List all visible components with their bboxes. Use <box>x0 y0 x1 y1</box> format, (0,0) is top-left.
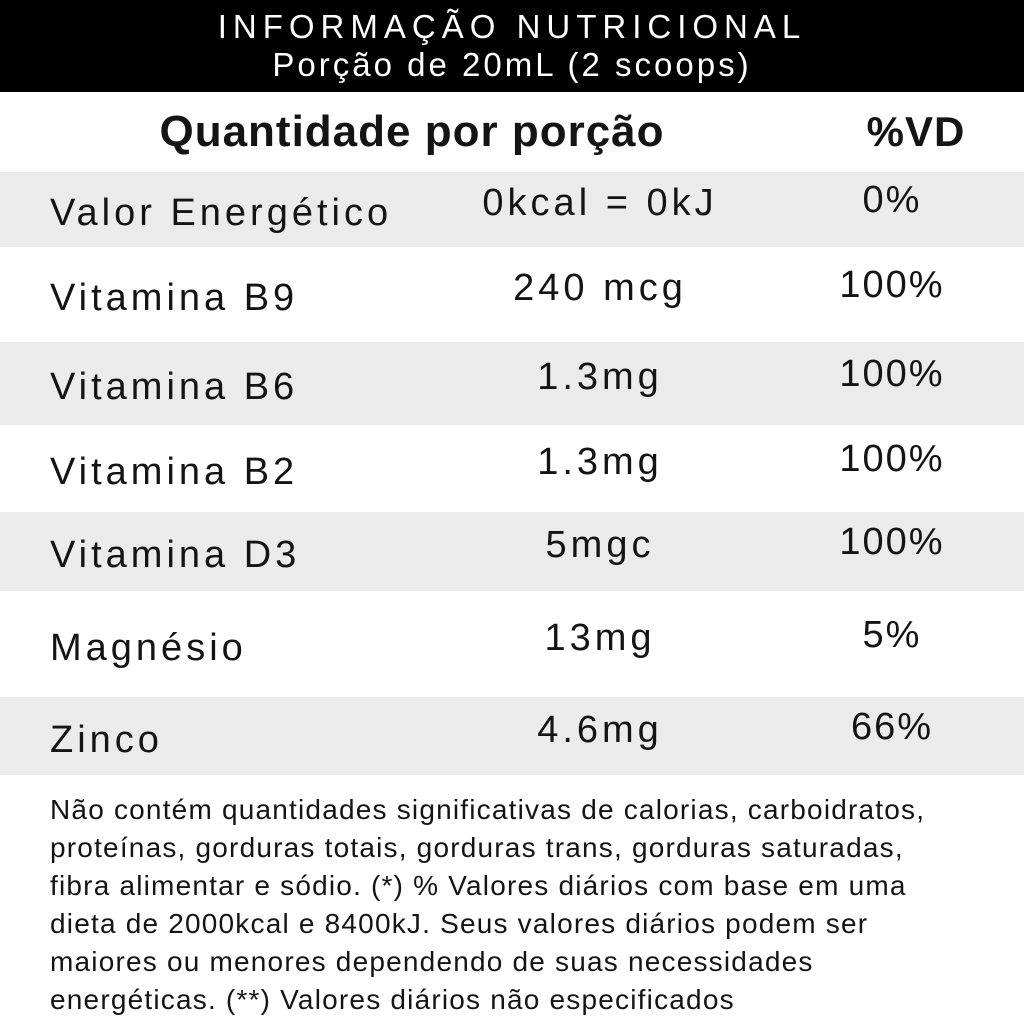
label-title: INFORMAÇÃO NUTRICIONAL <box>217 7 807 45</box>
nutrient-daily-value: 5% <box>862 613 922 656</box>
table-row <box>0 342 1024 425</box>
nutrient-daily-value: 100% <box>839 353 945 395</box>
table-row <box>0 512 1024 591</box>
footnote-line: dieta de 2000kcal e 8400kJ. Seus valores diários podem ser <box>50 908 869 939</box>
column-header-daily-value: %VD <box>866 108 966 155</box>
table-row <box>0 697 1024 775</box>
table-row <box>0 247 1024 342</box>
nutrient-daily-value: 100% <box>839 521 945 563</box>
footnote-line: Não contém quantidades significativas de calorias, carboidratos, <box>50 794 926 825</box>
nutrient-name: Magnésio <box>50 626 247 669</box>
nutrient-quantity: 0kcal = 0kJ <box>482 182 718 224</box>
nutrient-name: Vitamina B9 <box>50 277 299 319</box>
nutrient-quantity: 1.3mg <box>537 356 663 398</box>
nutrient-quantity: 4.6mg <box>537 708 663 751</box>
nutrient-daily-value: 100% <box>839 264 945 306</box>
nutrient-name: Vitamina D3 <box>50 534 301 576</box>
footnote-line: fibra alimentar e sódio. (*) % Valores diários com base em uma <box>50 870 907 901</box>
footnotes <box>0 775 1024 1019</box>
nutrient-quantity: 5mgc <box>545 524 655 566</box>
nutrient-daily-value: 66% <box>850 705 934 748</box>
nutrient-daily-value: 0% <box>862 179 922 221</box>
nutrient-name: Zinco <box>50 718 163 761</box>
table-row <box>0 172 1024 247</box>
column-header-quantity: Quantidade por porção <box>159 107 665 156</box>
nutrient-quantity: 240 mcg <box>513 267 687 309</box>
footnote-line: proteínas, gorduras totais, gorduras trans, gorduras saturadas, <box>50 832 904 863</box>
nutrient-name: Vitamina B2 <box>50 451 299 493</box>
nutrient-quantity: 1.3mg <box>537 441 663 483</box>
nutrient-quantity: 13mg <box>544 616 656 659</box>
table-row <box>0 425 1024 512</box>
table-row <box>0 591 1024 697</box>
serving-size: Porção de 20mL (2 scoops) <box>272 46 752 83</box>
nutrient-daily-value: 100% <box>839 438 945 480</box>
footnote-line: maiores ou menores dependendo de suas necessidades <box>50 946 814 977</box>
footnote-line: energéticas. (**) Valores diários não especificados <box>50 984 735 1015</box>
nutrient-name: Valor Energético <box>50 192 393 234</box>
nutrient-name: Vitamina B6 <box>50 366 299 408</box>
column-header-row <box>0 92 1024 172</box>
header-band <box>0 0 1024 92</box>
